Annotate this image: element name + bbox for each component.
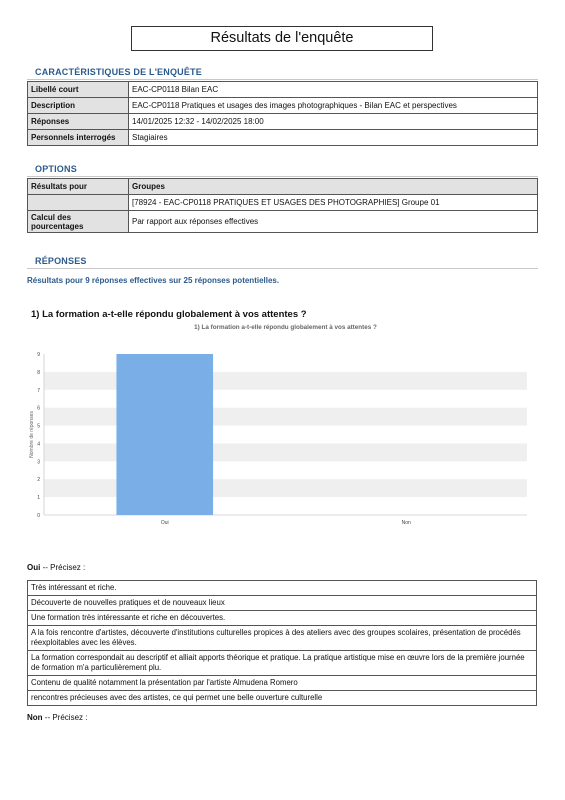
page-title: Résultats de l'enquête — [131, 26, 433, 51]
group-value: [78924 - EAC-CP0118 PRATIQUES ET USAGES DES PHOTOGRAPHIES] Groupe 01 — [129, 195, 538, 211]
row-label: Description — [28, 98, 129, 114]
row-label: Libellé court — [28, 82, 129, 98]
groups-label: Groupes — [129, 179, 538, 195]
question-title: 1) La formation a-t-elle répondu globalement à vos attentes ? — [31, 309, 307, 320]
heading-divider — [27, 79, 538, 80]
non-label-bold: Non — [27, 713, 43, 722]
y-tick-label: 5 — [37, 423, 40, 430]
y-tick-label: 0 — [37, 513, 40, 519]
row-label: Personnels interrogés — [28, 130, 129, 146]
oui-comments-table — [27, 580, 537, 706]
percent-label: Calcul des pourcentages — [28, 211, 129, 233]
options-heading: OPTIONS — [35, 164, 77, 174]
percent-value: Par rapport aux réponses effectives — [129, 211, 538, 233]
table-row — [28, 651, 537, 676]
y-tick-label: 1 — [37, 495, 40, 502]
empty-cell — [28, 195, 129, 211]
comment-cell: rencontres précieuses avec des artistes, ce qui permet une belle ouverture culturelle — [28, 691, 537, 706]
heading-divider — [27, 176, 538, 177]
table-row — [28, 195, 538, 211]
table-row — [28, 98, 538, 114]
table-row — [28, 611, 537, 626]
comment-cell: Contenu de qualité notamment la présentation par l'artiste Almudena Romero — [28, 676, 537, 691]
non-label-rest: -- Précisez : — [42, 713, 88, 722]
x-tick-label: Non — [401, 520, 411, 526]
results-for-label: Résultats pour — [28, 179, 129, 195]
y-tick-label: 2 — [37, 477, 40, 484]
table-row — [28, 626, 537, 651]
row-value: Stagiaires — [129, 130, 538, 146]
bar-chart — [27, 320, 537, 530]
y-axis-label: Nombre de réponses — [29, 411, 35, 458]
characteristics-table — [27, 81, 538, 146]
heading-divider — [27, 268, 538, 269]
row-label: Réponses — [28, 114, 129, 130]
oui-label-bold: Oui — [27, 563, 41, 572]
non-label — [27, 713, 87, 722]
oui-label-rest: -- Précisez : — [40, 563, 86, 572]
row-value: 14/01/2025 12:32 - 14/02/2025 18:00 — [129, 114, 538, 130]
comment-cell: A la fois rencontre d'artistes, découverte d'institutions culturelles propices à des ateliers avec des groupes scolaires, présentation de procédés réexploitables avec les élèves. — [28, 626, 537, 651]
table-row — [28, 211, 538, 233]
chart-svg — [27, 320, 537, 530]
characteristics-heading: CARACTÉRISTIQUES DE L'ENQUÊTE — [35, 67, 202, 77]
table-row — [28, 82, 538, 98]
table-row — [28, 691, 537, 706]
oui-label — [27, 563, 85, 572]
table-row — [28, 676, 537, 691]
comment-cell: Une formation très intéressante et riche en découvertes. — [28, 611, 537, 626]
table-row — [28, 130, 538, 146]
y-tick-label: 9 — [37, 352, 40, 358]
row-value: EAC-CP0118 Bilan EAC — [129, 82, 538, 98]
y-tick-label: 3 — [37, 459, 40, 466]
row-value: EAC-CP0118 Pratiques et usages des images photographiques - Bilan EAC et perspectives — [129, 98, 538, 114]
responses-summary: Résultats pour 9 réponses effectives sur 25 réponses potentielles. — [27, 276, 280, 285]
x-tick-label: Oui — [160, 520, 169, 526]
comment-cell: Découverte de nouvelles pratiques et de nouveaux lieux — [28, 596, 537, 611]
chart-title: 1) La formation a-t-elle répondu globalement à vos attentes ? — [194, 324, 377, 331]
options-table — [27, 178, 538, 233]
table-row — [28, 596, 537, 611]
responses-heading: RÉPONSES — [35, 256, 87, 266]
y-tick-label: 6 — [37, 405, 40, 412]
comment-cell: La formation correspondait au descriptif et alliait apports théorique et pratique. La pratique artistique mise en œuvre lors de la première journée de formation m'a particulièrement plu. — [28, 651, 537, 676]
bar — [116, 354, 213, 515]
y-tick-label: 8 — [37, 369, 40, 376]
table-row — [28, 114, 538, 130]
y-tick-label: 7 — [37, 387, 40, 394]
comment-cell: Très intéressant et riche. — [28, 581, 537, 596]
y-tick-label: 4 — [37, 441, 40, 448]
table-row — [28, 581, 537, 596]
table-row — [28, 179, 538, 195]
